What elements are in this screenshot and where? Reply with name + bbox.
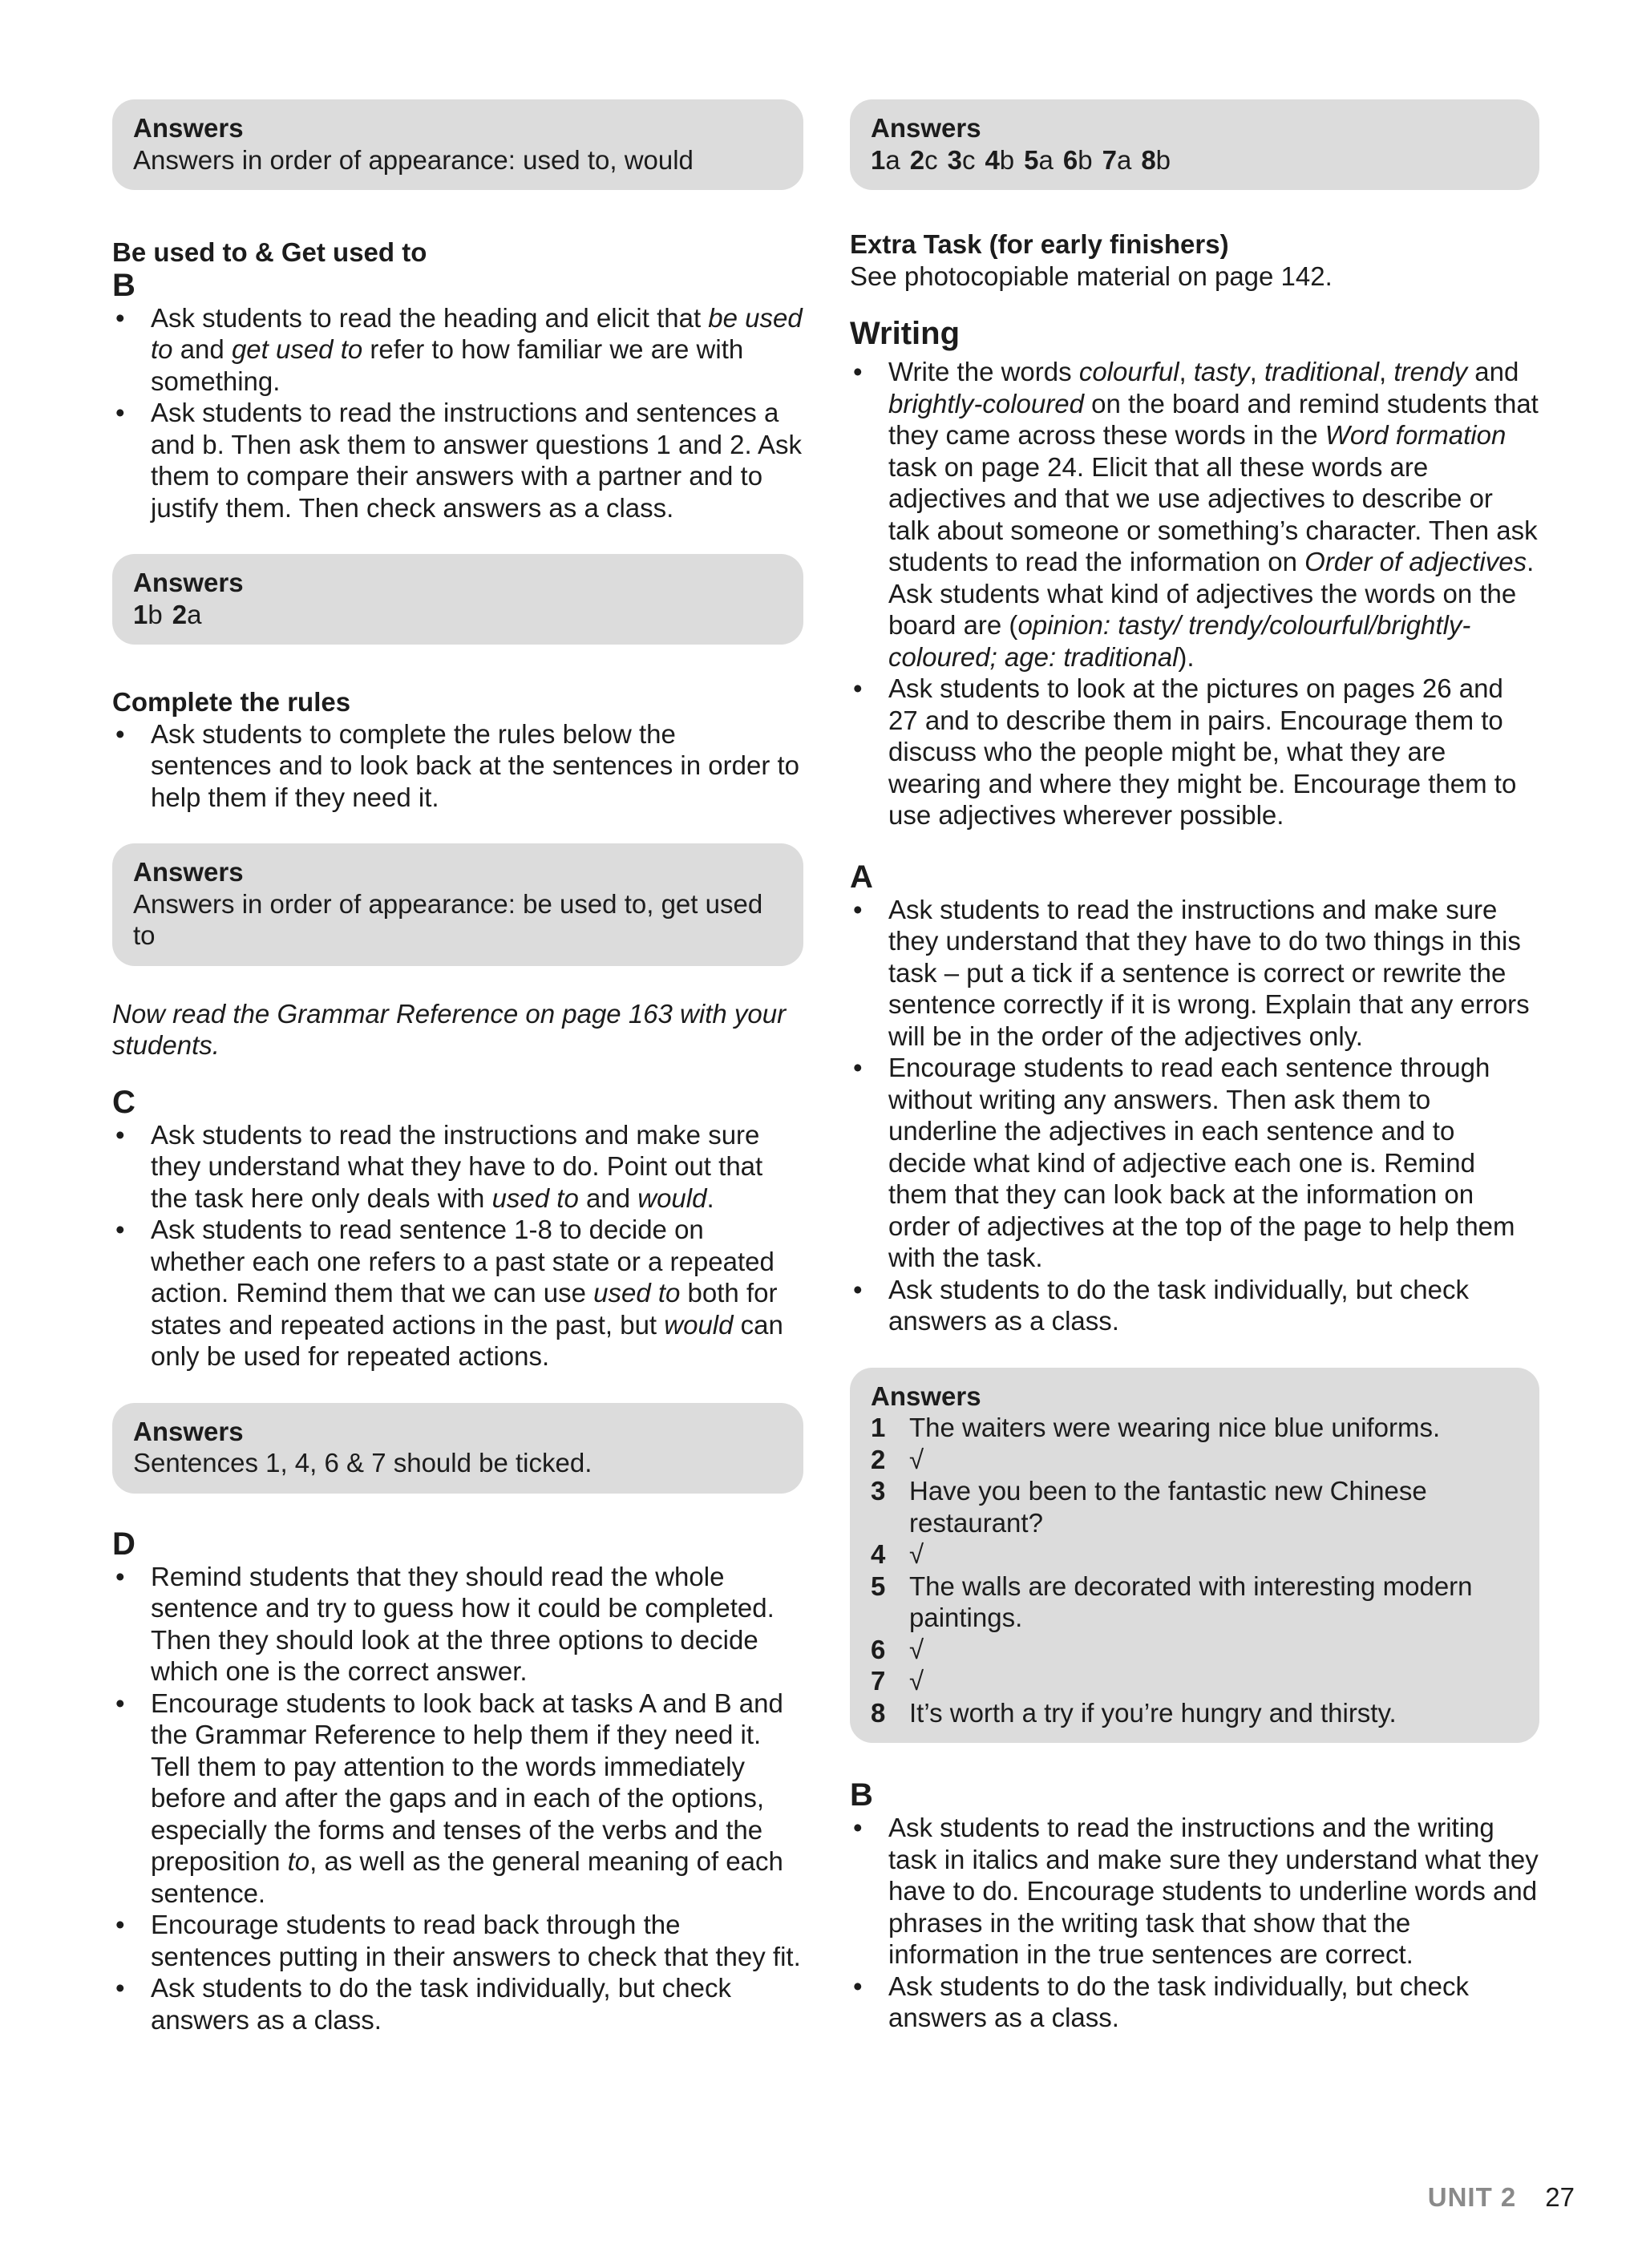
page-number: 27: [1545, 2182, 1575, 2212]
page-footer: [1428, 2181, 1575, 2213]
bullet-list: [850, 356, 1539, 831]
answers-box-text: Sentences 1, 4, 6 & 7 should be ticked.: [133, 1448, 592, 1478]
list-item: • Write the words colourful, tasty, traditional, trendy and brightly-coloured on the board and remind students that they came across these words in the Word formation task on page 24. Elicit that all these words are adjectives and that we use adjectives to describe or talk about someone or something’s character. Then ask students to read the information on Order of adjectives. Ask students what kind of adjectives the words on the board are (opinion: tasty/ trendy/colourful/brightly-coloured; age: traditional).: [850, 356, 1539, 673]
section-letter: C: [112, 1084, 135, 1120]
writing-heading: Writing: [850, 316, 961, 351]
section-heading: Complete the rules: [112, 687, 351, 717]
bullet-list: [112, 302, 803, 524]
list-item: 1 The waiters were wearing nice blue uniforms.: [871, 1413, 1441, 1442]
extra-task-text: See photocopiable material on page 142.: [850, 261, 1333, 291]
answers-box-title: Answers: [871, 113, 981, 143]
list-item: 7 √: [871, 1666, 924, 1696]
list-item: 6 √: [871, 1634, 924, 1664]
list-item: 8 It’s worth a try if you’re hungry and thirsty.: [871, 1697, 1397, 1728]
list-item: • Ask students to do the task individually, but check answers as a class.: [850, 1274, 1539, 1337]
list-item: 2 √: [871, 1444, 924, 1474]
answers-box-text: Answers in order of appearance: be used to, get used to: [133, 888, 763, 950]
list-item: 3 Have you been to the fantastic new Chinese restaurant?: [871, 1476, 1427, 1538]
grammar-reference-note: Now read the Grammar Reference on page 163 with your students.: [112, 998, 787, 1060]
answers-box: [850, 1368, 1539, 1744]
list-item: • Encourage students to look back at tasks A and B and the Grammar Reference to help them if they need it. Tell them to pay attention to the words immediately before and after the gaps and in each of the options, especially the forms and tenses of the verbs and the preposition to, as well as the general meaning of each sentence.: [112, 1688, 803, 1910]
answers-box: [112, 1403, 803, 1494]
answers-box: [112, 99, 803, 190]
answers-box-title: Answers: [871, 1381, 981, 1411]
list-item: • Remind students that they should read the whole sentence and try to guess how it could be completed. Then they should look at the three options to decide which one is the correct answer.: [112, 1561, 803, 1688]
answers-box-title: Answers: [133, 1416, 244, 1446]
answers-box: [112, 554, 803, 645]
section-letter: A: [850, 859, 873, 895]
section-heading: Extra Task (for early finishers): [850, 229, 1229, 259]
list-item: • Ask students to read the instructions and sentences a and b. Then ask them to answer questions 1 and 2. Ask them to compare their answers with a partner and to justify them. Then check answers as a class.: [112, 397, 803, 524]
answers-list: [871, 1412, 1519, 1728]
answers-box-title: Answers: [133, 568, 244, 597]
list-item: • Ask students to read the heading and elicit that be used to and get used to refer to how familiar we are with something.: [112, 302, 803, 398]
bullet-list: [112, 1119, 803, 1373]
answers-box-title: Answers: [133, 857, 244, 887]
section-letter: D: [112, 1526, 135, 1562]
list-item: • Ask students to read the instructions and make sure they understand that they have to do two things in this task – put a tick if a sentence is correct or rewrite the sentence correctly if it is wrong. Explain that any errors will be in the order of the adjectives only.: [850, 894, 1539, 1053]
bullet-list: [850, 1812, 1539, 2034]
list-item: • Ask students to do the task individually, but check answers as a class.: [112, 1972, 803, 2036]
list-item: • Ask students to read sentence 1-8 to decide on whether each one refers to a past state or a repeated action. Remind them that we can use used to both for states and repeated actions in the past, but would can only be used for repeated actions.: [112, 1214, 803, 1373]
list-item: • Encourage students to read each sentence through without writing any answers. Then ask them to underline the adjectives in each sentence and to decide what kind of adjective each one is. Remind them that they can look back at the information on order of adjectives at the top of the page to help them with the task.: [850, 1052, 1539, 1274]
bullet-list: [850, 894, 1539, 1337]
list-item: 4 √: [871, 1539, 924, 1569]
list-item: • Ask students to do the task individually, but check answers as a class.: [850, 1971, 1539, 2034]
list-item: • Ask students to complete the rules below the sentences and to look back at the sentences in order to help them if they need it.: [112, 718, 803, 814]
answers-box: [850, 99, 1539, 190]
right-column: [850, 99, 1539, 2034]
bullet-list: [112, 1561, 803, 2036]
answers-row: 1b 2a: [133, 599, 202, 629]
list-item: • Ask students to read the instructions and make sure they understand what they have to do. Point out that the task here only deals with used to and would.: [112, 1119, 803, 1215]
answers-box-title: Answers: [133, 113, 244, 143]
section-letter: B: [112, 267, 135, 303]
list-item: 5 The walls are decorated with interesting modern paintings.: [871, 1571, 1473, 1632]
left-column: [112, 99, 803, 2036]
answers-row: 1a 2c 3c 4b 5a 6b 7a 8b: [871, 144, 1171, 175]
answers-box: [112, 843, 803, 966]
list-item: • Ask students to read the instructions and the writing task in italics and make sure they understand what they have to do. Encourage students to underline words and phrases in the writing task that show that the information in the true sentences are correct.: [850, 1812, 1539, 1971]
list-item: • Encourage students to read back through the sentences putting in their answers to check that they fit.: [112, 1909, 803, 1972]
list-item: • Ask students to look at the pictures on pages 26 and 27 and to describe them in pairs. Encourage them to discuss who the people might be, what they are wearing and where they might be. Encourage them to use adjectives wherever possible.: [850, 673, 1539, 831]
section-letter: B: [850, 1777, 873, 1813]
bullet-list: [112, 718, 803, 814]
unit-label: UNIT 2: [1427, 2182, 1517, 2212]
section-heading: Be used to & Get used to: [112, 237, 427, 267]
answers-box-text: Answers in order of appearance: used to, would: [133, 144, 694, 175]
